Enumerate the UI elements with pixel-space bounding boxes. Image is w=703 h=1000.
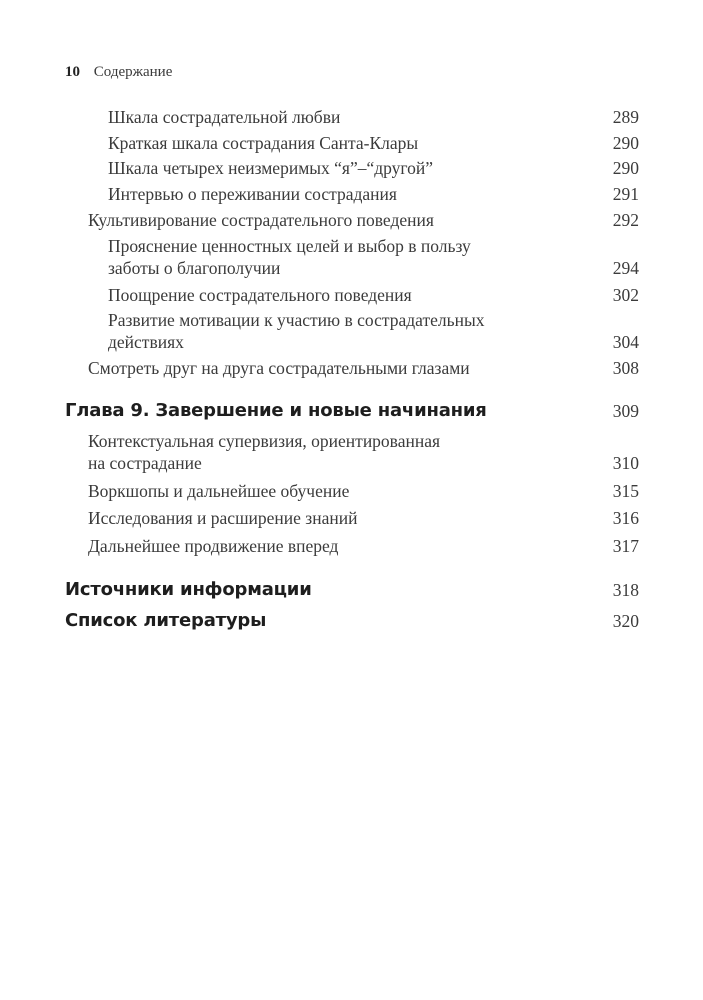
toc-entry-title-line: Краткая шкала сострадания Санта-Клары	[108, 133, 419, 153]
toc-entry-title	[108, 157, 433, 179]
toc-entry-title	[108, 132, 418, 154]
toc-entry-title	[108, 309, 484, 353]
toc-entry-title-line: Прояснение ценностных целей и выбор в пользу	[108, 236, 471, 256]
toc-entry-title-line: Шкала сострадательной любви	[108, 107, 341, 127]
toc-entry-title-line: Воркшопы и дальнейшее обучение	[88, 481, 350, 501]
toc-entry-title-line: Культивирование сострадательного поведения	[88, 210, 434, 230]
toc-entry-page: 316	[612, 508, 639, 528]
toc-entry-page: 315	[612, 481, 639, 501]
toc-entry-title-line: Дальнейшее продвижение вперед	[88, 536, 339, 556]
toc-entry-page: 289	[612, 107, 639, 127]
toc-entry-page: 310	[612, 453, 639, 473]
toc-entry-title-line: Развитие мотивации к участию в сострадательных	[108, 310, 485, 330]
running-head	[65, 63, 172, 81]
toc-chapter-title	[65, 400, 487, 422]
section-title: Содержание	[93, 64, 173, 80]
toc-entry-page: 290	[612, 133, 639, 153]
toc-entry-title-line: Исследования и расширение знаний	[88, 508, 358, 528]
toc-chapter-title	[65, 579, 312, 601]
toc-entry-title-line: Шкала четырех неизмеримых “я”–“другой”	[108, 158, 434, 178]
toc-entry-page: 292	[612, 210, 639, 230]
toc-entry-title-line: заботы о благополучии	[108, 258, 281, 278]
toc-entry-page: 290	[612, 158, 639, 178]
toc-entry-title-line: Интервью о переживании сострадания	[108, 184, 397, 204]
toc-entry-title	[108, 235, 471, 279]
toc-entry-title	[108, 106, 340, 128]
toc-entry-page: 320	[612, 611, 639, 631]
toc-entry-title-line: на сострадание	[88, 453, 202, 473]
toc-entry-page: 304	[612, 332, 639, 352]
toc-entry-title-line: Поощрение сострадательного поведения	[108, 285, 412, 305]
toc-entry-page: 308	[612, 358, 639, 378]
toc-entry-title	[88, 430, 440, 474]
toc-entry-page: 291	[612, 184, 639, 204]
toc-entry-page: 302	[612, 285, 639, 305]
toc-entry-title	[88, 507, 357, 529]
page-number: 10	[65, 64, 80, 80]
toc-entry-page: 317	[612, 536, 639, 556]
toc-entry-title-line: Контекстуальная супервизия, ориентированная	[88, 431, 441, 451]
toc-entry-title-line: Смотреть друг на друга сострадательными глазами	[88, 358, 470, 378]
toc-entry-page: 309	[612, 401, 639, 421]
toc-entry-title	[88, 535, 338, 557]
toc-entry-title	[88, 209, 434, 231]
toc-entry-title-line: Глава 9. Завершение и новые начинания	[65, 400, 487, 421]
toc-entry-title	[108, 183, 397, 205]
toc-chapter-title	[65, 610, 266, 632]
toc-entry-title	[108, 284, 412, 306]
toc-entry-title-line: Список литературы	[65, 610, 267, 631]
toc-entry-title	[88, 480, 349, 502]
toc-entry-title-line: действиях	[108, 332, 184, 352]
toc-entry-page: 294	[612, 258, 639, 278]
toc-entry-page: 318	[612, 580, 639, 600]
toc-entry-title-line: Источники информации	[65, 579, 312, 600]
toc-entry-title	[88, 357, 470, 379]
